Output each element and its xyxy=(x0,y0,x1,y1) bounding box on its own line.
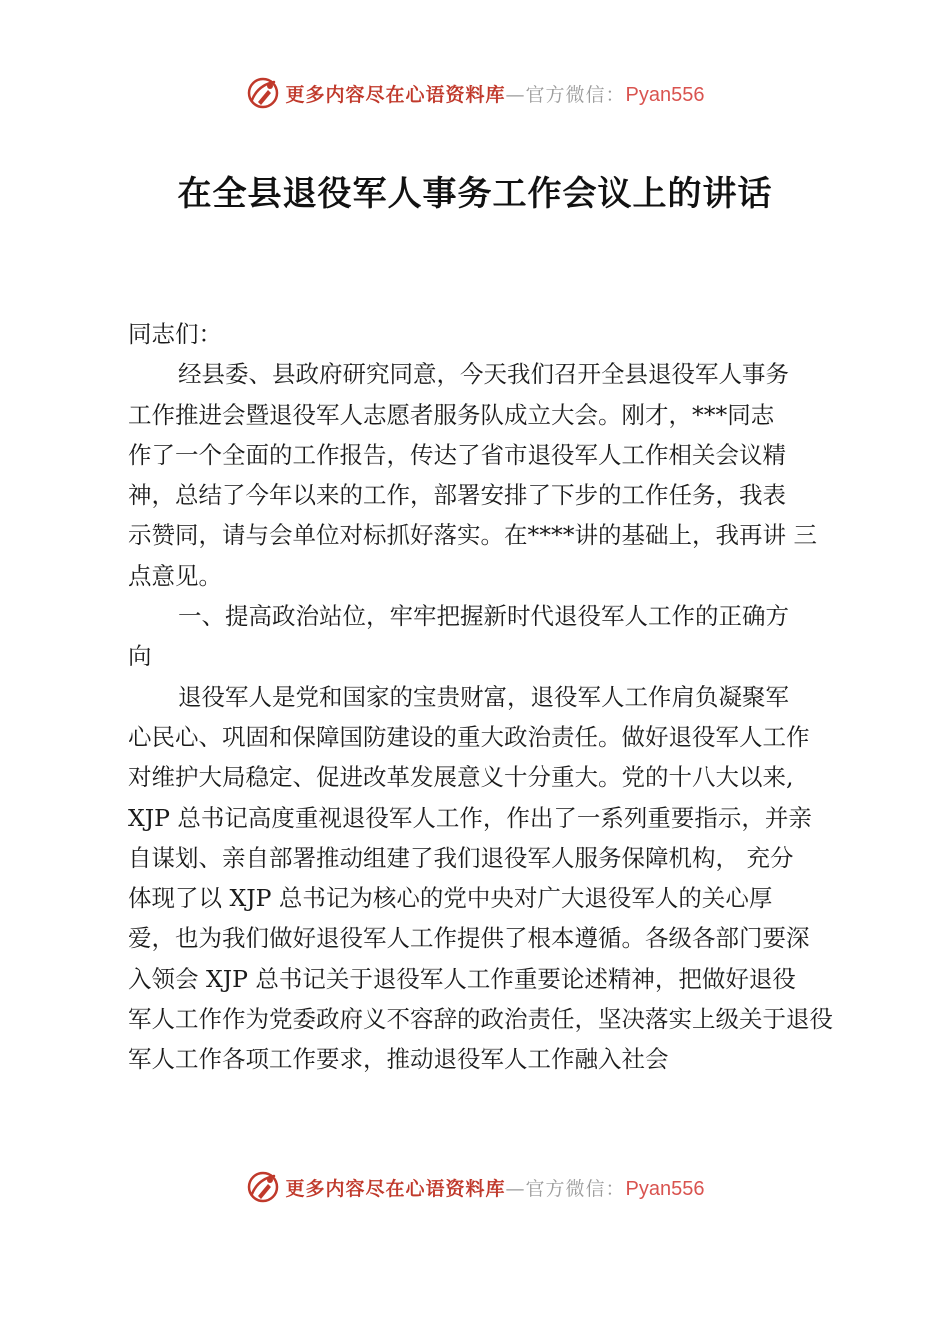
paragraph-line: 体现了以 XJP 总书记为核心的党中央对广大退役军人的关心厚 xyxy=(128,884,773,913)
salutation: 同志们： xyxy=(128,320,222,348)
paragraph-line: 心民心、巩固和保障国防建设的重大政治责任。做好退役军人工作 xyxy=(128,722,810,751)
paragraph-line: 点意见。 xyxy=(128,561,222,590)
banner-library-text: 更多内容尽在心语资料库 xyxy=(285,1177,506,1200)
paragraph-line: 经县委、县政府研究同意，今天我们召开全县退役军人事务 xyxy=(178,360,789,389)
paragraph-line: XJP 总书记高度重视退役军人工作，作出了一系列重要指示，并亲 xyxy=(128,803,812,832)
banner-dash: — xyxy=(505,1177,526,1200)
paragraph-line: 神，总结了今年以来的工作，部署安排了下步的工作任务，我表 xyxy=(128,481,786,510)
banner-dash: — xyxy=(505,83,526,106)
section-heading-line: 向 xyxy=(128,642,152,671)
document-title: 在全县退役军人事务工作会议上的讲话 xyxy=(177,174,773,214)
paragraph-line: 入领会 XJP 总书记关于退役军人工作重要论述精神，把做好退役 xyxy=(128,964,796,993)
footer-banner xyxy=(0,1165,950,1209)
document-body xyxy=(128,314,848,1080)
section-heading-line: 一、提高政治站位，牢牢把握新时代退役军人工作的正确方 xyxy=(178,602,789,631)
banner-library-text: 更多内容尽在心语资料库 xyxy=(285,83,506,106)
banner-wechat-label: 官方微信： xyxy=(525,83,626,106)
paragraph-line: 工作推进会暨退役军人志愿者服务队成立大会。刚才，***同志 xyxy=(128,400,775,429)
paragraph-line: 自谋划、亲自部署推动组建了我们退役军人服务保障机构， 充分 xyxy=(128,843,794,872)
banner-wechat-label: 官方微信： xyxy=(525,1177,626,1200)
paragraph-line: 退役军人是党和国家的宝贵财富，退役军人工作肩负凝聚军 xyxy=(178,682,789,711)
paragraph-line: 对维护大局稳定、促进改革发展意义十分重大。党的十八大以来, xyxy=(128,763,794,792)
paragraph-line: 爱，也为我们做好退役军人工作提供了根本遵循。各级各部门要深 xyxy=(128,924,810,953)
banner-wechat-id: Pyan556 xyxy=(625,1177,705,1200)
paragraph-line: 示赞同，请与会单位对标抓好落实。在****讲的基础上，我再讲 三 xyxy=(128,521,817,550)
paragraph-line: 作了一个全面的工作报告，传达了省市退役军人工作相关会议精 xyxy=(128,440,786,469)
banner-wechat-id: Pyan556 xyxy=(625,83,705,106)
paragraph-line: 军人工作作为党委政府义不容辞的政治责任，坚决落实上级关于退役 xyxy=(128,1005,833,1034)
paragraph-line: 军人工作各项工作要求，推动退役军人工作融入社会 xyxy=(128,1045,669,1074)
pen-logo-icon xyxy=(246,76,280,110)
pen-logo-icon xyxy=(246,1170,280,1204)
header-banner xyxy=(0,71,950,115)
